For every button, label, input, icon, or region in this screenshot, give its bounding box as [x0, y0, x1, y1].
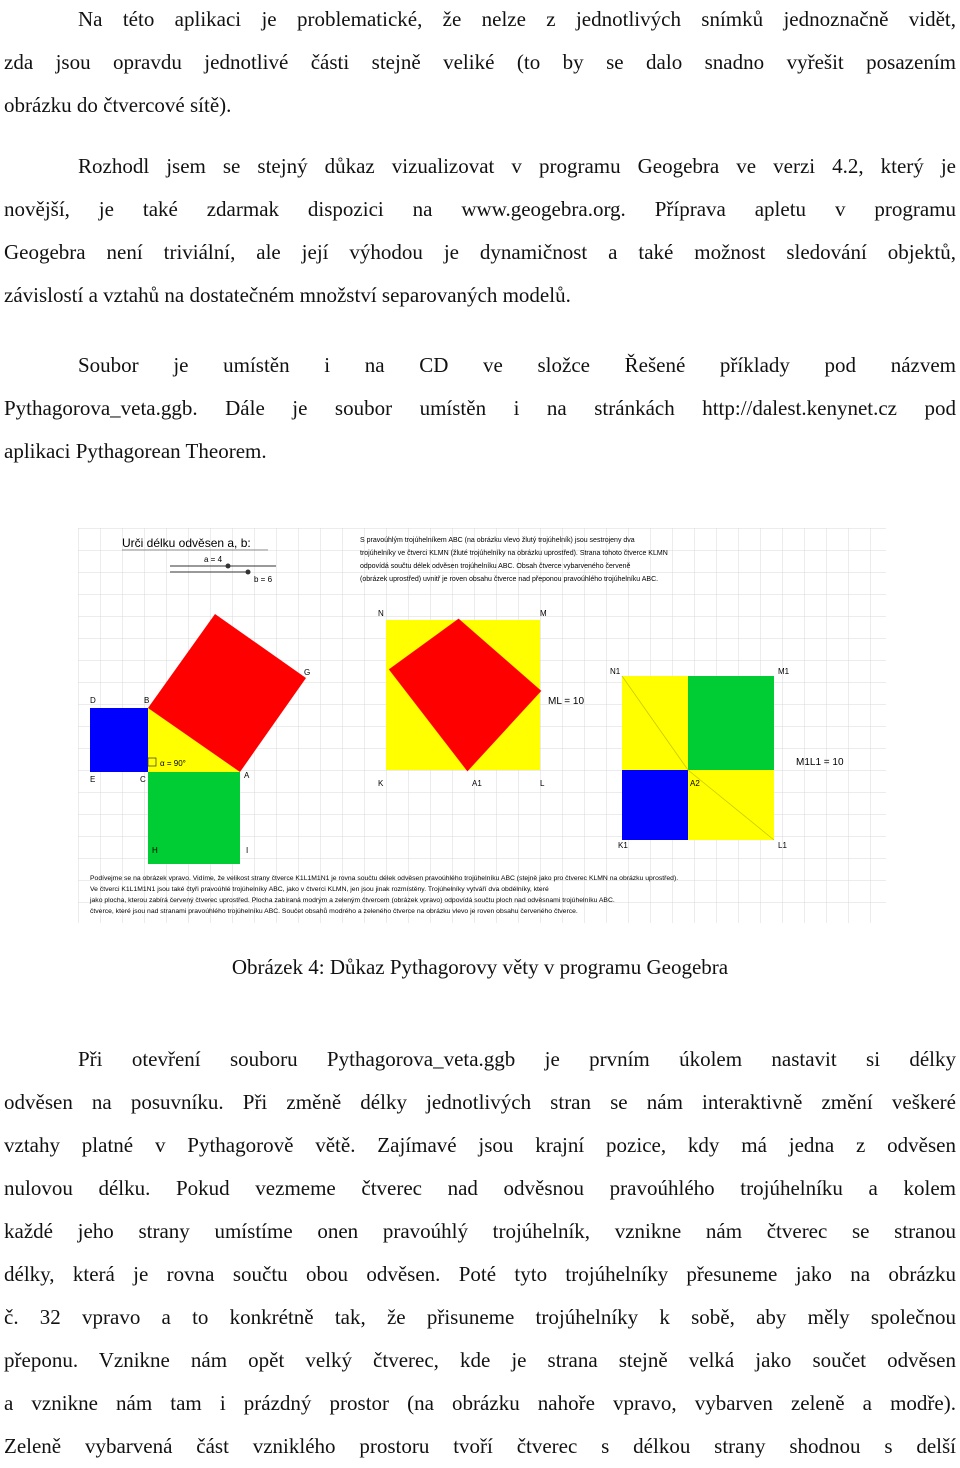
blue-square-left [90, 708, 148, 772]
paragraph-2 [4, 145, 956, 317]
info-text-line: (obrázek uprostřed) uvnitř je roven obsahu čtverce nad přeponou pravoúhlého trojúhelníku ABC. [360, 576, 659, 583]
info-text-line: trojúhelníky ve čtverci KLMN (žluté trojúhelníky na obrázku uprostřed). Strana tohoto čtverce KLMN [360, 550, 668, 557]
slider-b-handle[interactable] [246, 570, 251, 575]
text-line: aplikaci Pythagorean Theorem. [4, 439, 267, 463]
text-line: Zeleně vybarvená část vzniklého prostoru tvoří čtverec s délkou strany shodnou s delší [4, 1434, 956, 1458]
text-line: novější, je také zdarmak dispozici na www.geogebra.org. Příprava apletu v programu [4, 197, 956, 221]
point-label: K [378, 779, 384, 788]
text-line: Rozhodl jsem se stejný důkaz vizualizovat v programu Geogebra ve verzi 4.2, který je [78, 154, 956, 178]
text-line: č. 32 vpravo a to konkrétně tak, že přisuneme trojúhelníky k sobě, aby měly společnou [4, 1305, 956, 1329]
slider-a-label: a = 4 [204, 555, 223, 564]
point-label: L1 [778, 841, 787, 850]
text-line: Pythagorova_veta.ggb. Dále je soubor umístěn i na stránkách http://dalest.kenynet.cz pod [4, 396, 956, 420]
point-label: L [540, 779, 545, 788]
info-text-line: jako plocha, kterou zabírá červený čtverec uprostřed. Plocha zabíraná modrým a zeleným čtvercem (obrázek vpravo) odpovídá součtu ploch nad odvěsnami trojúhelníku ABC. [90, 897, 615, 904]
text-line: přeponu. Vznikne nám opět velký čtverec, kde je strana stejně velká jako součet odvěsen [4, 1348, 956, 1372]
info-text-line: odpovídá součtu délek odvěsen trojúhelníku ABC. Obsah čtverce vybarveného červeně [360, 563, 631, 570]
point-label: E [90, 775, 96, 784]
text-line: obrázku do čtvercové sítě). [4, 93, 232, 117]
point-label: B [144, 696, 150, 705]
text-line: Geogebra není triviální, ale její výhodou je dynamičnost a také možnost sledování objektů, [4, 240, 956, 264]
measure-ml: ML = 10 [548, 696, 585, 707]
geogebra-figure [78, 528, 886, 923]
point-label: C [140, 775, 146, 784]
text-line: zda jsou opravdu jednotlivé části stejně veliké (to by se dalo snadno vyřešit posazením [4, 50, 956, 74]
text-line: závislostí a vztahů na dostatečném množství separovaných modelů. [4, 283, 571, 307]
point-label: A [244, 771, 250, 780]
angle-label: α = 90° [160, 759, 186, 768]
slider-a-handle[interactable] [226, 564, 231, 569]
point-label: K1 [618, 841, 628, 850]
green-square-right [688, 676, 774, 770]
info-text-line: S pravoúhlým trojúhelníkem ABC (na obrázku vlevo žlutý trojúhelník) jsou sestrojeny dva [360, 537, 635, 544]
info-text-line: Podívejme se na obrázek vpravo. Vidíme, že velikost strany čtverce K1L1M1N1 je rovna součtu délek odvěsen pravoúhlého trojúhelníku ABC (stejně jako pro čtverec KLMN na obrázku uprostřed). [90, 875, 679, 882]
text-line: odvěsen na posuvníku. Při změně délky jednotlivých stran se nám interaktivně změní veškeré [4, 1090, 956, 1114]
point-label: G [304, 668, 311, 677]
point-label: N1 [610, 667, 621, 676]
green-square-left [148, 772, 240, 864]
text-line: nulovou délku. Pokud vezmeme čtverec nad odvěsnou pravoúhlého trojúhelníku a kolem [4, 1176, 956, 1200]
text-line: Na této aplikaci je problematické, že nelze z jednotlivých snímků jednoznačně vidět, [78, 7, 956, 31]
paragraph-1 [4, 0, 956, 127]
figure-title: Urči délku odvěsen a, b: [122, 536, 251, 550]
text-line: délky, která je rovna součtu obou odvěsen. Poté tyto trojúhelníky přesuneme jako na obrázku [4, 1262, 956, 1286]
point-label: I [246, 846, 249, 855]
point-label: A2 [690, 779, 700, 788]
paragraph-4 [4, 1038, 956, 1468]
figure-caption: Obrázek 4: Důkaz Pythagorovy věty v programu Geogebra [231, 955, 729, 979]
blue-square-right [622, 770, 688, 840]
text-line: a vznikne nám tam i prázdný prostor (na obrázku nahoře vpravo, vybarven zeleně a modře). [4, 1391, 956, 1415]
text-line: každé jeho strany umístíme onen pravoúhlý trojúhelník, vznikne nám čtverec se stranou [4, 1219, 956, 1243]
info-text-line: Ve čtverci K1L1M1N1 jsou také čtyři pravoúhlé trojúhelníky ABC, jako v čtverci KLMN, jen jsou jinak rozmístěny. Trojúhelníky vytváří dva obdélníky, které [90, 886, 549, 893]
point-label: N [378, 609, 384, 618]
paragraph-3 [4, 344, 956, 473]
text-line: Soubor je umístěn i na CD ve složce Řešené příklady pod názvem [78, 353, 956, 377]
text-line: vztahy platné v Pythagorově větě. Zajímavé jsou krajní pozice, kdy má jedna z odvěsen [4, 1133, 956, 1157]
measure-m1l1: M1L1 = 10 [796, 757, 844, 768]
point-label: D [90, 696, 96, 705]
point-label: M1 [778, 667, 790, 676]
point-label: A1 [472, 779, 482, 788]
point-label: M [540, 609, 547, 618]
text-line: Při otevření souboru Pythagorova_veta.ggb je prvním úkolem nastavit si délky [78, 1047, 956, 1071]
info-text-line: čtverce, které jsou nad stranami pravoúhlého trojúhelníku ABC. Součet obsahů modrého a zeleného čtverce na obrázku vlevo je roven obsahu červeného čtverce. [90, 908, 578, 915]
point-label: H [152, 846, 158, 855]
slider-b-label: b = 6 [254, 575, 273, 584]
